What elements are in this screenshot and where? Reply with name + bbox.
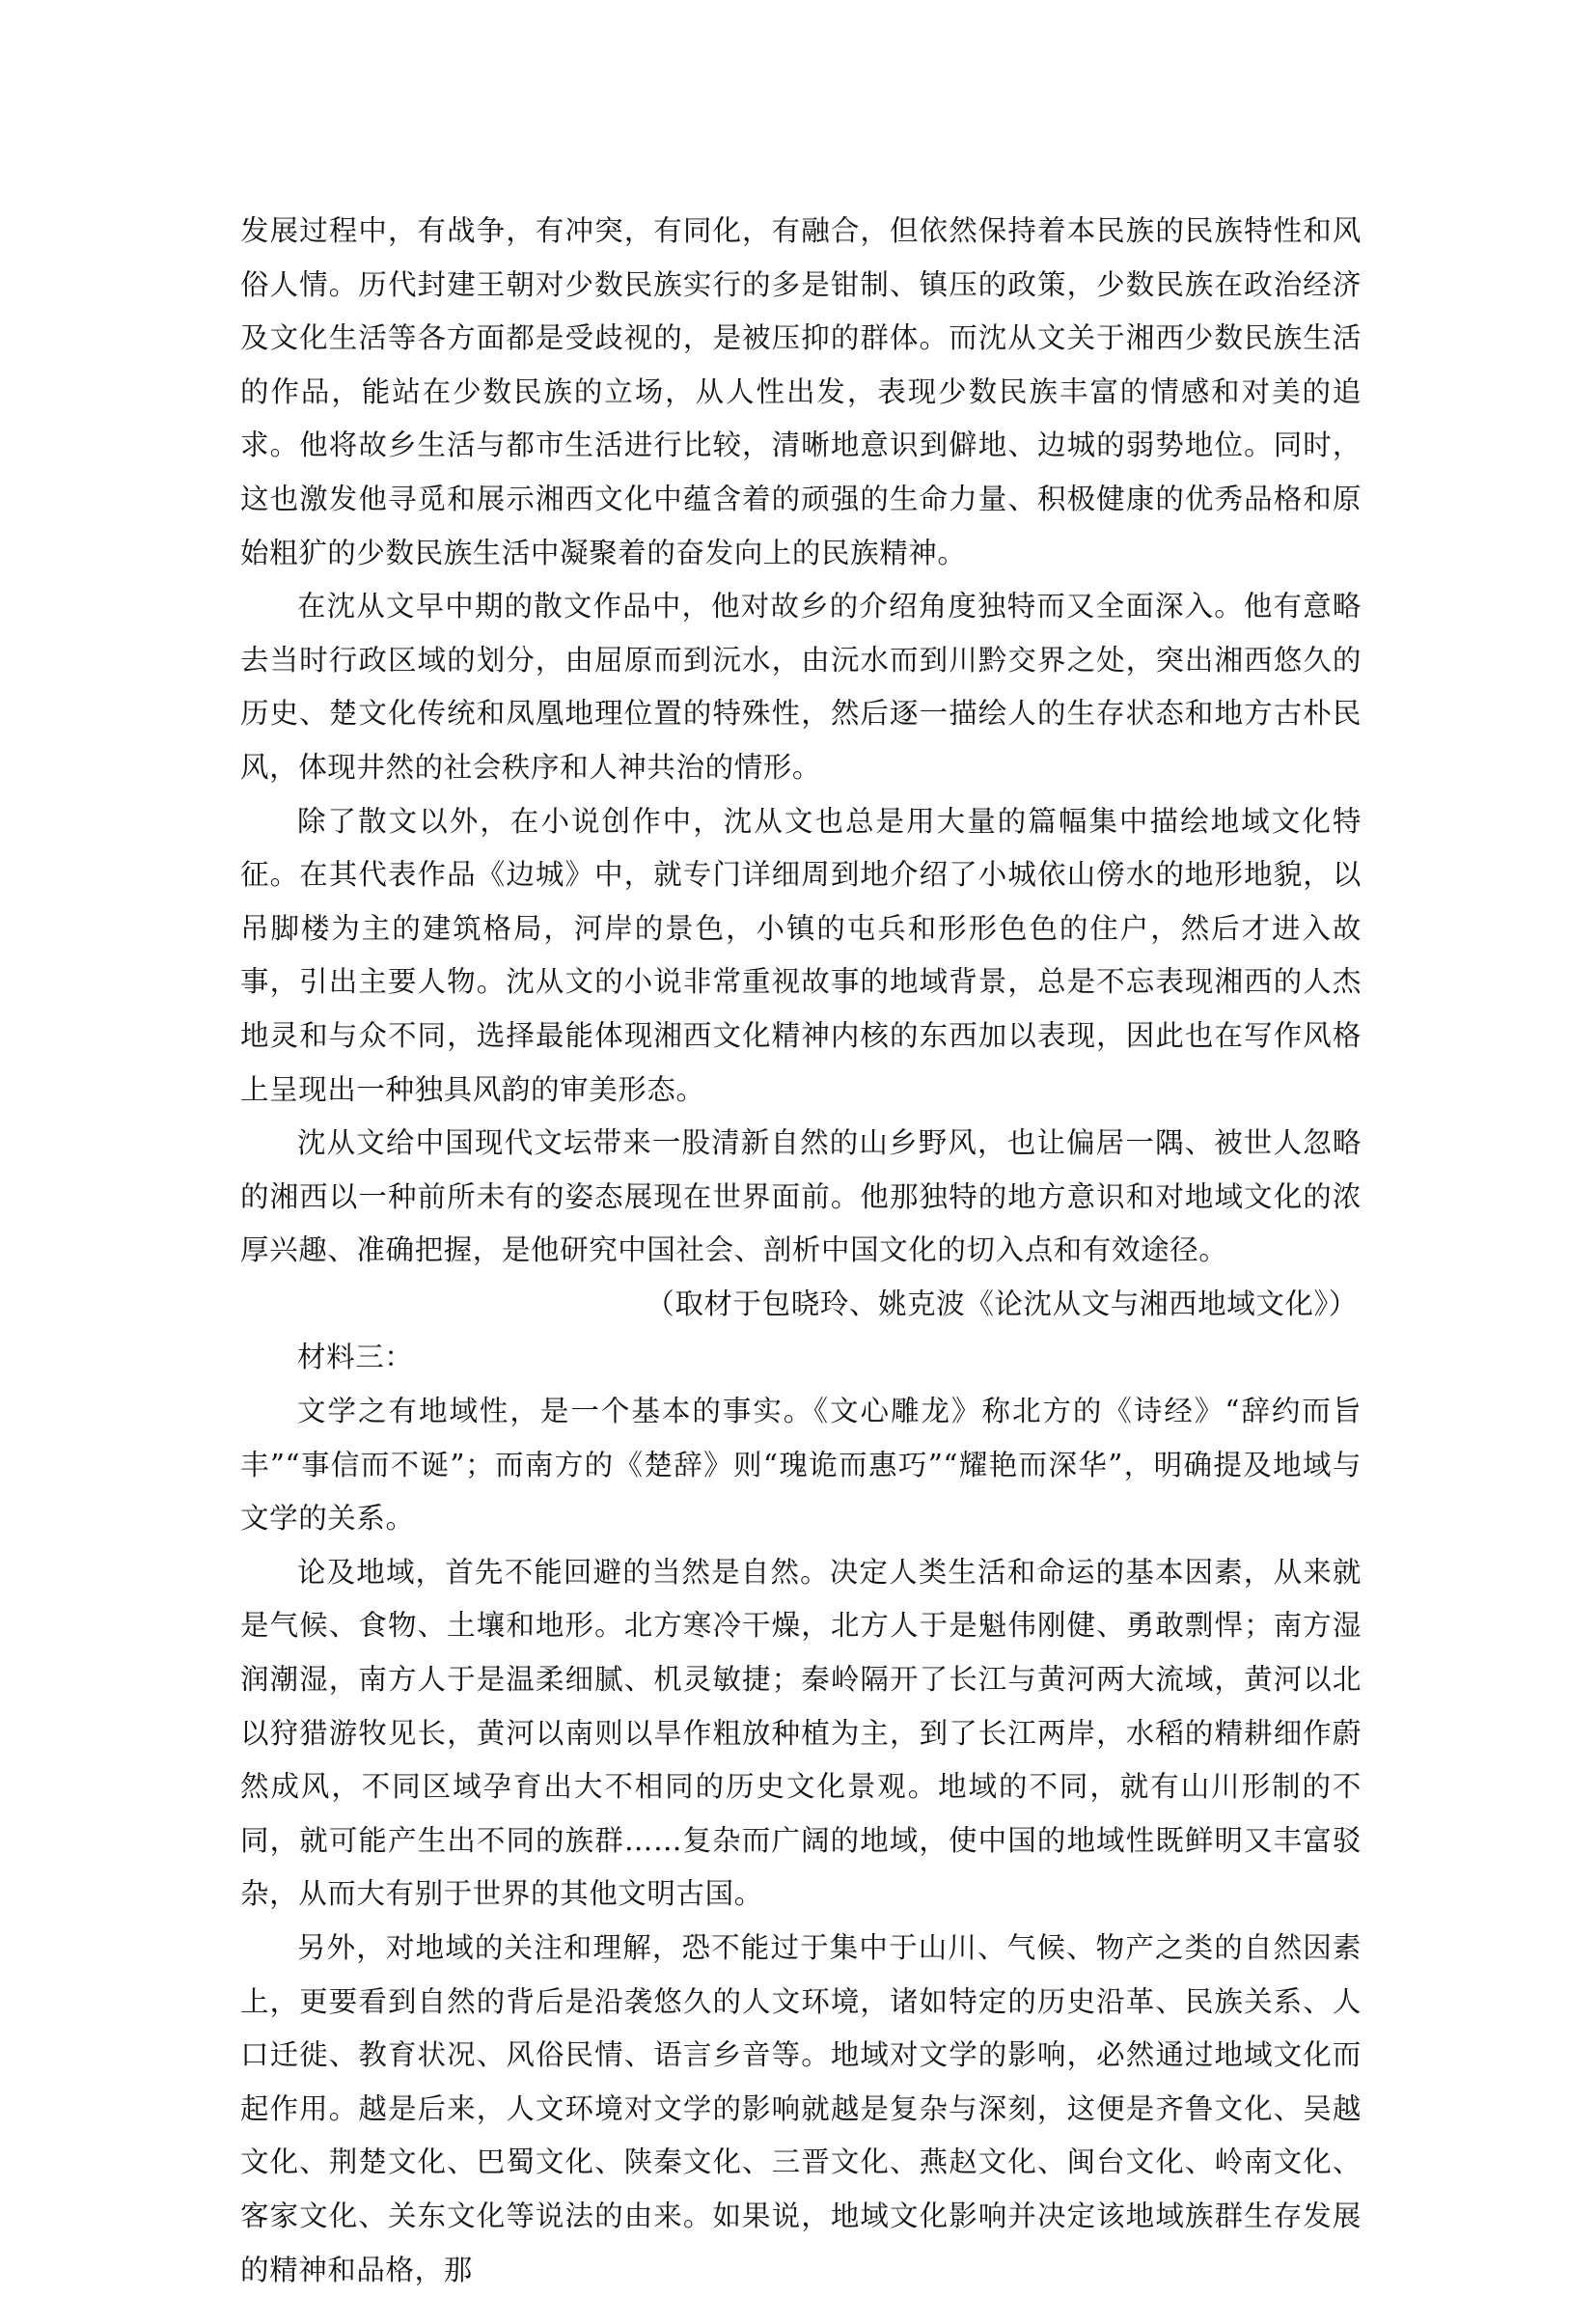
document-page: [240, 205, 1362, 2297]
paragraph-7: 另外，对地域的关注和理解，恐不能过于集中于山川、气候、物产之类的自然因素上，更要看到自然的背后是沿袭悠久的人文环境，诸如特定的历史沿革、民族关系、人口迁徙、教育状况、风俗民情、语言乡音等。地域对文学的影响，必然通过地域文化而起作用。越是后来，人文环境对文学的影响就越是复杂与深刻，这便是齐鲁文化、吴越文化、荆楚文化、巴蜀文化、陕秦文化、三晋文化、燕赵文化、闽台文化、岭南文化、客家文化、关东文化等说法的由来。如果说，地域文化影响并决定该地域族群生存发展的精神和品格，那: [240, 1931, 1362, 2286]
section-heading-material-3: 材料三：: [297, 1341, 414, 1374]
paragraph-2: 在沈从文早中期的散文作品中，他对故乡的介绍角度独特而又全面深入。他有意略去当时行政区域的划分，由屈原而到沅水，由沅水而到川黔交界之处，突出湘西悠久的历史、楚文化传统和凤凰地理位置的特殊性，然后逐一描绘人的生存状态和地方古朴民风，体现井然的社会秩序和人神共治的情形。: [240, 590, 1362, 784]
paragraph-6: 论及地域，首先不能回避的当然是自然。决定人类生活和命运的基本因素，从来就是气候、食物、土壤和地形。北方寒冷干燥，北方人于是魁伟刚健、勇敢剽悍；南方湿润潮湿，南方人于是温柔细腻、机灵敏捷；秦岭隔开了长江与黄河两大流域，黄河以北以狩猎游牧见长，黄河以南则以旱作粗放种植为主，到了长江两岸，水稻的精耕细作蔚然成风，不同区域孕育出大不相同的历史文化景观。地域的不同，就有山川形制的不同，就可能产生出不同的族群……复杂而广阔的地域，使中国的地域性既鲜明又丰富驳杂，从而大有别于世界的其他文明古国。: [240, 1555, 1362, 1911]
paragraph-1: 发展过程中，有战争，有冲突，有同化，有融合，但依然保持着本民族的民族特性和风俗人情。历代封建王朝对少数民族实行的多是钳制、镇压的政策，少数民族在政治经济及文化生活等各方面都是受歧视的，是被压抑的群体。而沈从文关于湘西少数民族生活的作品，能站在少数民族的立场，从人性出发，表现少数民族丰富的情感和对美的追求。他将故乡生活与都市生活进行比较，清晰地意识到僻地、边城的弱势地位。同时，这也激发他寻觅和展示湘西文化中蕴含着的顽强的生命力量、积极健康的优秀品格和原始粗犷的少数民族生活中凝聚着的奋发向上的民族精神。: [240, 214, 1362, 569]
paragraph-4: 沈从文给中国现代文坛带来一股清新自然的山乡野风，也让偏居一隅、被世人忽略的湘西以一种前所未有的姿态展现在世界面前。他那独特的地方意识和对地域文化的浓厚兴趣、准确把握，是他研究中国社会、剖析中国文化的切入点和有效途径。: [240, 1126, 1362, 1267]
source-citation: （取材于包晓玲、姚克波《论沈从文与湘西地域文化》）: [646, 1287, 1358, 1320]
paragraph-3: 除了散文以外，在小说创作中，沈从文也总是用大量的篇幅集中描绘地域文化特征。在其代表作品《边城》中，就专门详细周到地介绍了小城依山傍水的地形地貌，以吊脚楼为主的建筑格局，河岸的景色，小镇的屯兵和形形色色的住户，然后才进入故事，引出主要人物。沈从文的小说非常重视故事的地域背景，总是不忘表现湘西的人杰地灵和与众不同，选择最能体现湘西文化精神内核的东西加以表现，因此也在写作风格上呈现出一种独具风韵的审美形态。: [240, 804, 1362, 1106]
paragraph-5: 文学之有地域性，是一个基本的事实。《文心雕龙》称北方的《诗经》“辞约而旨丰”“事信而不诞”；而南方的《楚辞》则“瑰诡而惠巧”“耀艳而深华”，明确提及地域与文学的关系。: [240, 1395, 1362, 1536]
